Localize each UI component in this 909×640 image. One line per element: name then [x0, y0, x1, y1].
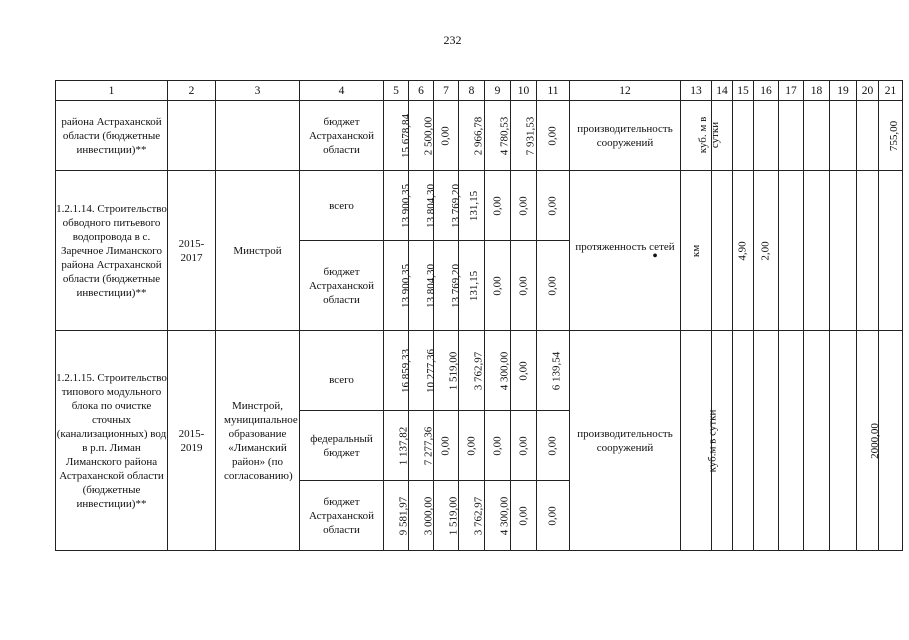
period: 2015-2019: [168, 331, 216, 551]
col-header: 21: [879, 81, 903, 101]
cell-value: 13 900,35: [384, 241, 409, 331]
cell-value: 16 859,33: [384, 331, 409, 411]
cell-value: 3 762,97: [459, 331, 485, 411]
executor: Минстрой: [216, 171, 300, 331]
cell-value: 131,15: [459, 171, 485, 241]
cell-value: 0,00: [511, 171, 537, 241]
col-header: 7: [434, 81, 459, 101]
cell-value: 4,90: [733, 171, 754, 331]
col-header: 19: [830, 81, 857, 101]
indicator: производительность сооружений: [570, 101, 681, 171]
cell-value: 0,00: [485, 241, 511, 331]
funding-source: бюджет Астраханской области: [300, 101, 384, 171]
col-header: 2: [168, 81, 216, 101]
cell-value: 7 931,53: [511, 101, 537, 171]
col-header: 15: [733, 81, 754, 101]
col-header: 1: [56, 81, 168, 101]
col-header: 6: [409, 81, 434, 101]
cell-value: 0,00: [434, 411, 459, 481]
cell-value: 0,00: [511, 481, 537, 551]
cell-value: 2 500,00: [409, 101, 434, 171]
cell-value: 9 581,97: [384, 481, 409, 551]
cell-value: 0,00: [537, 101, 570, 171]
table-row: [56, 101, 903, 171]
executor: Минстрой, муниципальное образование «Лиманский район» (по согласованию): [216, 331, 300, 551]
cell-value: 0,00: [459, 411, 485, 481]
cell-value: 7 277,36: [409, 411, 434, 481]
col-header: 18: [804, 81, 830, 101]
program-table: [55, 80, 903, 551]
col-header: 8: [459, 81, 485, 101]
indicator: производительность сооружений: [570, 331, 681, 551]
cell-value: 2 966,78: [459, 101, 485, 171]
funding-source: бюджет Астраханской области: [300, 481, 384, 551]
cell-value: 4 300,00: [485, 481, 511, 551]
col-header: 17: [779, 81, 804, 101]
measure-name: 1.2.1.15. Строительство типового модульного блока по очистке сточных (канализационных) вод в р.п. Лиман Лиманского района Астраханской области (бюджетные инвестиции)**: [56, 331, 168, 551]
cell-value: 1 137,82: [384, 411, 409, 481]
cell-value: 13 769,20: [434, 241, 459, 331]
cell-value: 1 519,00: [434, 331, 459, 411]
cell-value: 0,00: [485, 411, 511, 481]
unit: куб. м в сутки: [681, 101, 712, 171]
cell-value: 0,00: [537, 171, 570, 241]
cell-value: 4 780,53: [485, 101, 511, 171]
header-row: [56, 81, 903, 101]
col-header: 14: [712, 81, 733, 101]
measure-name: района Астраханской области (бюджетные инвестиции)**: [56, 101, 168, 171]
cell-value: 131,15: [459, 241, 485, 331]
cell-value: 13 769,20: [434, 171, 459, 241]
col-header: 12: [570, 81, 681, 101]
cell-value: 0,00: [434, 101, 459, 171]
table-row: [56, 171, 903, 241]
period: 2015-2017: [168, 171, 216, 331]
indicator: протяженность сетей •: [570, 171, 681, 331]
col-header: 9: [485, 81, 511, 101]
col-header: 10: [511, 81, 537, 101]
cell-value: 0,00: [511, 241, 537, 331]
page-number: 232: [443, 33, 462, 47]
cell-value: 0,00: [511, 411, 537, 481]
cell-value: 1 519,00: [434, 481, 459, 551]
funding-source: всего: [300, 171, 384, 241]
unit: км: [681, 171, 712, 331]
col-header: 11: [537, 81, 570, 101]
cell-value: 6 139,54: [537, 331, 570, 411]
cell-value: 10 277,36: [409, 331, 434, 411]
cell-value: 13 900,35: [384, 171, 409, 241]
col-header: 5: [384, 81, 409, 101]
unit: куб.м в сутки: [681, 331, 712, 551]
col-header: 20: [857, 81, 879, 101]
cell-value: 2,00: [754, 171, 779, 331]
measure-name: 1.2.1.14. Строительство обводного питьевого водопровода в с. Заречное Лиманского района Астраханской области (бюджетные инвестиции)**: [56, 171, 168, 331]
col-header: 16: [754, 81, 779, 101]
cell-value: 755,00: [879, 101, 903, 171]
cell-value: 13 804,30: [409, 241, 434, 331]
cell-value: 4 300,00: [485, 331, 511, 411]
table-row: [56, 331, 903, 411]
funding-source: федеральный бюджет: [300, 411, 384, 481]
funding-source: всего: [300, 331, 384, 411]
cell-value: 0,00: [485, 171, 511, 241]
cell-value: 3 000,00: [409, 481, 434, 551]
dot-mark: •: [652, 247, 658, 265]
funding-source: бюджет Астраханской области: [300, 241, 384, 331]
cell-value: 3 762,97: [459, 481, 485, 551]
col-header: 3: [216, 81, 300, 101]
col-header: 4: [300, 81, 384, 101]
cell-value: 2000,00: [857, 331, 879, 551]
cell-value: 0,00: [537, 411, 570, 481]
cell-value: 0,00: [537, 481, 570, 551]
cell-value: 0,00: [537, 241, 570, 331]
cell-value: 0,00: [511, 331, 537, 411]
col-header: 13: [681, 81, 712, 101]
cell-value: 15 678,84: [384, 101, 409, 171]
cell-value: 13 804,30: [409, 171, 434, 241]
